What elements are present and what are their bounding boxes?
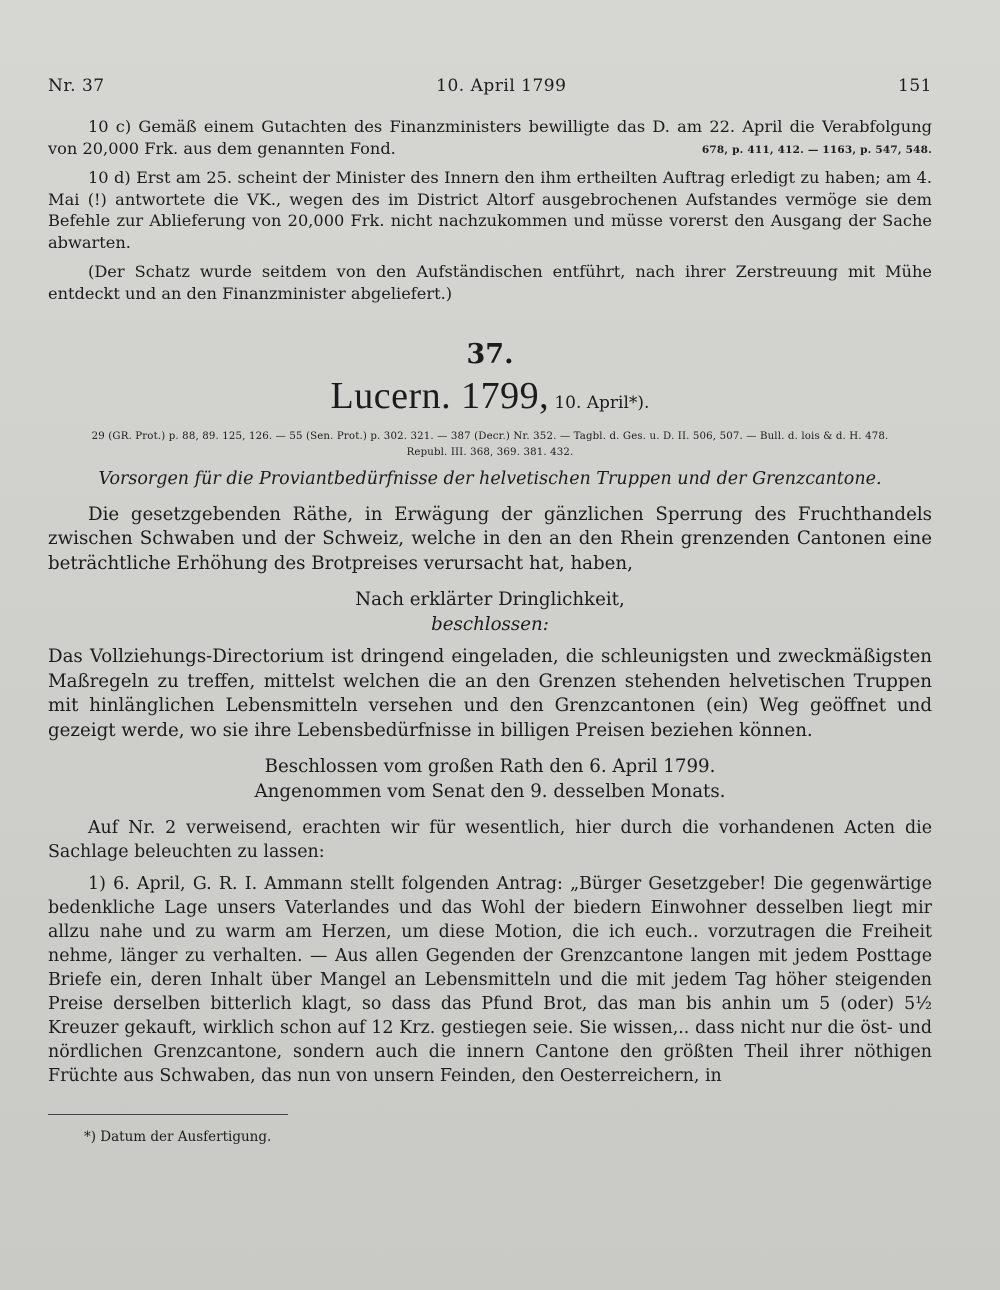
paragraph-treasure-note: (Der Schatz wurde seitdem von den Aufständischen entführt, nach ihrer Zerstreuung mit Mühe entdeckt und an den Finanzminister abgeliefert.) bbox=[48, 262, 932, 303]
preamble-paragraph: Die gesetzgebenden Räthe, in Erwägung der gänzlichen Sperrung des Fruchthandels zwischen Schwaben und der Schweiz, welche in den an den Rhein grenzenden Cantonen eine beträchtliche Erhöhung des Brotpreises verursacht hat, haben, bbox=[48, 503, 932, 574]
document-title bbox=[48, 376, 932, 423]
header-issue-number: Nr. 37 bbox=[48, 76, 105, 96]
document-subject: Vorsorgen für die Proviantbedürfnisse der helvetischen Truppen und der Grenzcantone. bbox=[98, 469, 882, 489]
source-references bbox=[48, 429, 932, 461]
urgency-line: Nach erklärter Dringlichkeit, bbox=[355, 589, 625, 610]
notes-intro-paragraph: Auf Nr. 2 verweisend, erachten wir für wesentlich, hier durch die vorhandenen Acten die Sachlage beleuchten zu lassen: bbox=[48, 818, 932, 862]
document-number: 37. bbox=[466, 339, 514, 370]
page-body bbox=[48, 116, 932, 1149]
source-references-line-2: Republ. III. 368, 369. 381. 432. bbox=[406, 447, 574, 458]
paragraph-10d: 10 d) Erst am 25. scheint der Minister des Innern den ihm ertheilten Auftrag erledigt zu haben; am 4. Mai (!) antwortete die VK., wegen des im District Altorf ausgebrochenen Aufstandes vermöge sie dem Befehle zur Ablieferung von 20,000 Frk. nicht nachzukommen und müsse vorerst den Ausgang der Sache abwarten. bbox=[48, 168, 932, 252]
document-date: 10. April*). bbox=[554, 393, 650, 413]
notes-item-1-paragraph: 1) 6. April, G. R. I. Ammann stellt folgenden Antrag: „Bürger Gesetzgeber! Die gegenwärtige bedenkliche Lage unsers Vaterlandes und das Wohl der biedern Einwohner desselben liegt mir allzu nahe und zu warm am Herzen, um diese Motion, die ich euch.. vorzutragen die Freiheit nehme, länger zu verhalten. — Aus allen Gegenden der Grenzcantone langen mit jedem Posttage Briefe ein, deren Inhalt über Mangel an Lebensmitteln und die mit jedem Tag höher steigenden Preise derselben bitterlich klagt, so dass das Pfund Brot, das man bis anhin um 5 (oder) 5½ Kreuzer gekauft, wirklich schon auf 12 Krz. gestiegen seie. Sie wissen,.. dass nicht nur die öst- und nördlichen Grenzcantone, sondern auch die innern Cantone den größten Theil ihrer nöthigen Früchte aus Schwaben, das nun von unsern Feinden, den Oesterreichern, in bbox=[48, 874, 932, 1086]
running-header bbox=[48, 76, 932, 96]
accepted-by-senate: Angenommen vom Senat den 9. desselben Monats. bbox=[254, 780, 726, 802]
paragraph-10c-reference: 678, p. 411, 412. — 1163, p. 547, 548. bbox=[701, 143, 932, 156]
paragraph-10c-text: 10 c) Gemäß einem Gutachten des Finanzministers bewilligte das D. am 22. April die Verabfolgung von 20,000 Frk. aus dem genannten Fond. bbox=[48, 117, 932, 158]
header-page-number: 151 bbox=[898, 76, 932, 96]
passed-by-great-council: Beschlossen vom großen Rath den 6. April 1799. bbox=[264, 756, 716, 777]
footnote-divider bbox=[48, 1114, 288, 1115]
paragraph-10c bbox=[48, 116, 932, 159]
header-date: 10. April 1799 bbox=[436, 76, 567, 96]
resolution-paragraph: Das Vollziehungs-Directorium ist dringend eingeladen, die schleunigsten und zweckmäßigsten Maßregeln zu treffen, mittelst welchen die an den Grenzen stehenden helvetischen Truppen mit hinlänglichen Lebensmitteln versehen und den Grenzcantonen (ein) Weg geöffnet und gezeigt werde, wo sie ihre Lebensbedürfnisse in billigen Preisen beziehen können. bbox=[48, 646, 932, 741]
source-references-line-1: 29 (GR. Prot.) p. 88, 89. 125, 126. — 55 (Sen. Prot.) p. 302. 321. — 387 (Decr.) Nr. 352. — Tagbl. d. Ges. u. D. II. 506, 507. — Bull. d. lois & d. H. 478. bbox=[91, 431, 889, 442]
resolved-line: beschlossen: bbox=[431, 613, 549, 635]
document-place-year: Lucern. 1799, bbox=[330, 375, 550, 417]
footnote: *) Datum der Ausfertigung. bbox=[84, 1129, 272, 1145]
